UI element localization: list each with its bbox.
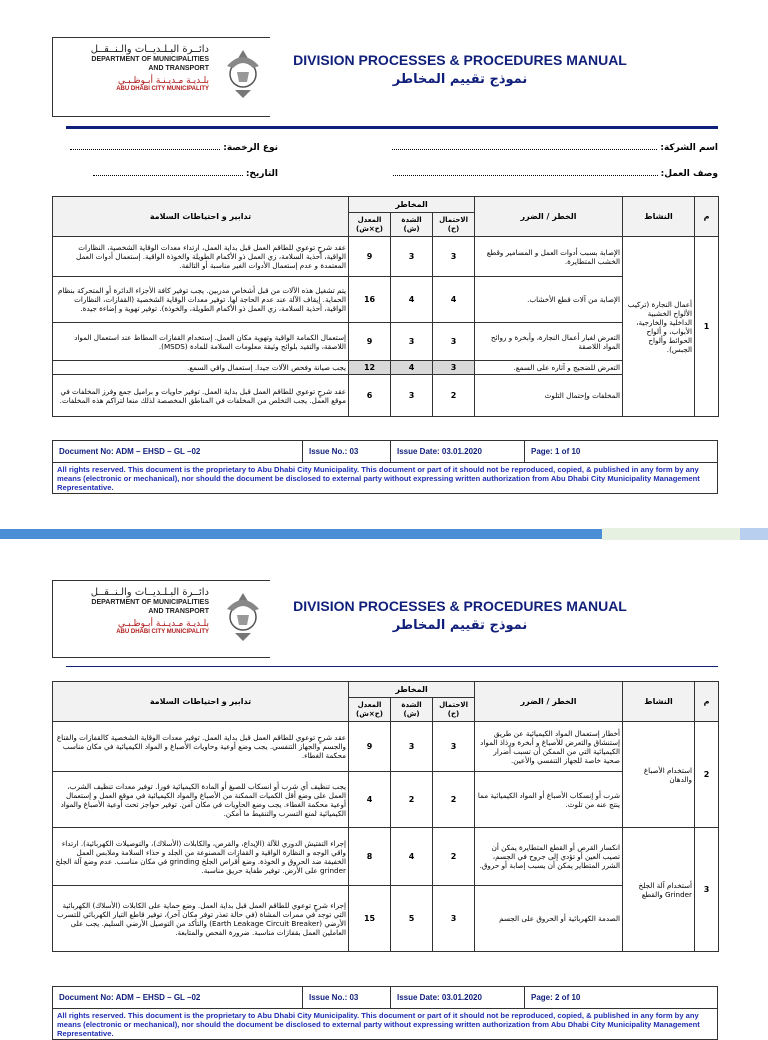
logo-dept-arabic: دائــرة البـلـديــات والـنــقــل	[90, 44, 209, 55]
rate-cell: 15	[349, 886, 391, 952]
license-field	[66, 143, 278, 153]
col-probability: الاحتمال (ح)	[433, 698, 475, 722]
license-blank	[70, 143, 220, 150]
rate-cell: 9	[349, 722, 391, 772]
risk-table-page-2	[52, 681, 719, 952]
col-controls: تدابير و احتياطات السلامة	[53, 682, 349, 722]
severity-cell: 3	[391, 722, 433, 772]
row-index: 3	[695, 828, 719, 952]
work-desc-blank	[393, 169, 658, 176]
work-desc-label: وصف العمل:	[660, 169, 718, 179]
severity-cell: 4	[391, 277, 433, 323]
severity-cell: 2	[391, 772, 433, 828]
activity-cell: أستخدام آلة الجلخ Grinder والقطع	[623, 828, 695, 952]
row-index: 1	[695, 237, 719, 417]
logo-dept-english-2: AND TRANSPORT	[148, 608, 209, 615]
activity-cell: أعمال النجارة (تركيب الألواح الخشبية الداخلية والخارجية، الأبواب، و ألواح الحوائط وألواح الجبس).	[623, 237, 695, 417]
logo-dept-english-1: DEPARTMENT OF MUNICIPALITIES	[91, 56, 209, 63]
controls-cell: عقد شرحٍ توعوي للطاقم العمل قبل بداية العمل. توفير حاويات و براميل جمع وفرز المخلفات في موقع العمل. يجب التخلص من المخلفات في المناطق المخصصة لذلك منعا لتراكم هذه المخلفات.	[53, 375, 349, 417]
col-severity: الشدة (ش)	[391, 213, 433, 237]
footer-issue-no: Issue No.: 03	[303, 441, 391, 462]
logo-dept-arabic: دائــرة البـلـديــات والـنــقــل	[90, 587, 209, 598]
col-risks: المخاطر	[349, 197, 475, 213]
form-title-arabic: نموذج تقييم المخاطر	[392, 72, 528, 87]
hazard-cell: التعرض للضجيج و آثاره على السمع.	[475, 361, 623, 375]
hazard-cell: الإصابة من آلات قطع الأخشاب.	[475, 277, 623, 323]
col-controls: تدابير و احتياطات السلامة	[53, 197, 349, 237]
footer-doc-no: Document No: ADM – EHSD – GL –02	[53, 441, 303, 462]
probability-cell: 3	[433, 361, 475, 375]
logo-city-english: ABU DHABI CITY MUNICIPALITY	[116, 86, 209, 92]
footer-rights-notice: All rights reserved. This document is the proprietary to Abu Dhabi City Municipality. This document or part of it should not be reproduced, copied, & published in any form by any means (electronic or mechanical), nor should the document be disclosed to external party without expressing written authorization from Abu Dhabi City Municipality Management Representative.	[57, 1011, 700, 1038]
company-field	[384, 143, 718, 153]
page-separator	[0, 522, 768, 546]
severity-cell: 5	[391, 886, 433, 952]
probability-cell: 2	[433, 375, 475, 417]
probability-cell: 3	[433, 886, 475, 952]
col-probability: الاحتمال (ح)	[433, 213, 475, 237]
probability-cell: 3	[433, 237, 475, 277]
work-desc-field	[384, 169, 718, 179]
rate-cell: 8	[349, 828, 391, 886]
footer-doc-no: Document No: ADM – EHSD – GL –02	[53, 987, 303, 1008]
col-risks: المخاطر	[349, 682, 475, 698]
controls-cell: عقد شرحٍ توعوي للطاقم العمل قبل بداية العمل. توفير معدات الوقاية الشخصية كالقفازات والقناع والجسم والجهاز التنفسي. يجب وضع أوعية وحاويات الأصباغ و المواد الكيميائية في مكان مناسب محكمة الغطاء.	[53, 722, 349, 772]
hazard-cell: أخطار إستعمال المواد الكيميائية عن طريق إستنشاق والتعرض للأصباغ و أبخرة ورذاذ المواد الكيميائية التي من الممكن أن تسبب أضرار صحية خاصة للجهاز التنفسي والأعين.	[475, 722, 623, 772]
col-rate: المعدل (ح×ش)	[349, 698, 391, 722]
footer-issue-date: Issue Date: 03.01.2020	[391, 441, 525, 462]
document-footer-1	[52, 440, 718, 494]
falcon-emblem-icon	[221, 46, 265, 100]
table-row	[53, 886, 719, 952]
date-blank	[93, 169, 243, 176]
col-activity: النشاط	[623, 682, 695, 722]
separator-tip	[740, 528, 768, 540]
license-label: نوع الرخصة:	[223, 143, 278, 153]
municipality-logo	[52, 37, 270, 117]
table-row	[53, 828, 719, 886]
risk-table-page-1	[52, 196, 719, 417]
header-rule	[66, 666, 718, 667]
rate-cell: 9	[349, 237, 391, 277]
logo-dept-english-1: DEPARTMENT OF MUNICIPALITIES	[91, 599, 209, 606]
table-row	[53, 375, 719, 417]
municipality-logo	[52, 580, 270, 658]
col-no: م	[695, 197, 719, 237]
probability-cell: 3	[433, 722, 475, 772]
hazard-cell: الصدمة الكهربائية أو الحروق على الجسم	[475, 886, 623, 952]
col-rate: المعدل (ح×ش)	[349, 213, 391, 237]
controls-cell: إجراء شرحٍ توعوي للطاقم العمل قبل بداية العمل. وضع حماية على الكابلات (الأسلاك) الكهربائية التي توجد في ممرات المشاة (في حالة تعذر توفر مكان آخر)، توفير قاطع التيار الكهربائي للتسرب الأرضي (Earth Leakage Circuit Breaker) والتأكد من التوصيل الأرضي السليم. يجب على العاملين العمل بقفازات مناسبة. ضرورة الفحص والمتابعة.	[53, 886, 349, 952]
date-label: التاريخ:	[245, 169, 278, 179]
logo-city-english: ABU DHABI CITY MUNICIPALITY	[116, 629, 209, 635]
table-row	[53, 361, 719, 375]
probability-cell: 4	[433, 277, 475, 323]
hazard-cell: التعرض لغبار أعمال النجارة، وأبخرة و روائح المواد اللاصقة	[475, 323, 623, 361]
rate-cell: 12	[349, 361, 391, 375]
controls-cell: إجراء التفتيش الدوري للآلة (الإيداع، والقرص، والكابلات (الأسلاك)، والتوصيلات الكهربائية). ارتداء واقي الوجه و النظارة الواقية و القفازات المصنوعة من الجلد و حذاء السلامة وملابس العمل الخفيفة ضد الحروق و الخوذة. وضع أقراص الجلخ grinding في مكان مناسب. عدم وضع آلة الجلخ grinder على الأرض. توفير طفاية حريق مناسبة.	[53, 828, 349, 886]
footer-issue-date: Issue Date: 03.01.2020	[391, 987, 525, 1008]
footer-issue-no: Issue No.: 03	[303, 987, 391, 1008]
controls-cell: إستعمال الكمامة الواقية وتهوية مكان العمل. إستخدام القفازات المطاط عند استعمال المواد اللاصقة، والتقيد بلوائح وثيقة معلومات السلامة للمادة (MSDS).	[53, 323, 349, 361]
col-activity: النشاط	[623, 197, 695, 237]
table-row	[53, 237, 719, 277]
col-severity: الشدة (ش)	[391, 698, 433, 722]
table-row	[53, 277, 719, 323]
probability-cell: 3	[433, 323, 475, 361]
controls-cell: يجب تنظيف أي شرب أو انسكاب للصبغ أو المادة الكيميائية فورا. توفير معدات تنظيف الشرب، العمل على وضع أقل الكميات الممكنة من الأصباغ والمواد الكيميائية في موقع العمل و إستعمال أوعية محكمة الغطاء. يجب وضع الحاويات في مكان آمن. توفير حواجز تحت أوعية الأصباغ والمواد الكيميائية لمنع التسرب والتنقيط ما أمكن.	[53, 772, 349, 828]
controls-cell: عقد شرحٍ توعوي للطاقم العمل قبل بداية العمل، ارتداء معدات الوقاية الشخصية، النظارات الواقية، أحذية السلامة، زي العمل ذو الأكمام الطويلة والخوذة الواقية. إستعمال أدوات العمل المعتمدة و عدم إستعمال الأدوات الغير مناسبة أو التالفة.	[53, 237, 349, 277]
activity-cell: استخدام الأصباغ والدهان	[623, 722, 695, 828]
controls-cell: يجب صيانة وفحص الآلات جيدا. إستعمال واقي السمع.	[53, 361, 349, 375]
rate-cell: 9	[349, 323, 391, 361]
manual-title: DIVISION PROCESSES & PROCEDURES MANUAL	[293, 52, 627, 68]
table-row	[53, 722, 719, 772]
table-row	[53, 323, 719, 361]
rate-cell: 4	[349, 772, 391, 828]
logo-city-arabic: بلـديـة مـديـنـة أبـوظـبـي	[118, 76, 209, 86]
table-row	[53, 772, 719, 828]
probability-cell: 2	[433, 828, 475, 886]
falcon-emblem-icon	[221, 589, 265, 643]
company-label: اسم الشركة:	[660, 143, 718, 153]
severity-cell: 4	[391, 361, 433, 375]
severity-cell: 3	[391, 237, 433, 277]
form-title-arabic: نموذج تقييم المخاطر	[392, 618, 528, 633]
footer-rights-notice: All rights reserved. This document is the proprietary to Abu Dhabi City Municipality. This document or part of it should not be reproduced, copied, & published in any form by any means (electronic or mechanical), nor should the document be disclosed to external party without expressing written authorization from Abu Dhabi City Municipality Management Representative.	[57, 465, 700, 492]
severity-cell: 4	[391, 828, 433, 886]
rate-cell: 16	[349, 277, 391, 323]
col-no: م	[695, 682, 719, 722]
probability-cell: 2	[433, 772, 475, 828]
hazard-cell: انكسار القرص أو القطع المتطايرة يمكن أن تصيب العين أو تؤدي إلى جروح في الجسم، الشرر المتطاير يمكن أن يسبب إصابة أو حروق.	[475, 828, 623, 886]
footer-page-number: Page: 1 of 10	[531, 447, 581, 456]
hazard-cell: شرب أو إنسكاب الأصباغ أو المواد الكيميائية مما ينتج عنه من تلوث.	[475, 772, 623, 828]
col-hazard: الخطر / الضرر	[475, 197, 623, 237]
hazard-cell: المخلفات وإحتمال التلوث	[475, 375, 623, 417]
controls-cell: يتم تشغيل هذه الآلات من قبل أشخاص مدربين. يجب توفير كافة الأجزاء الدائرة أو المتحركة بنظام الحماية. إيقاف الآلة عند عدم الحاجة لها. توفير معدات الوقاية الشخصية (القفازات، النظارات الواقية، أحذية السلامة، زي العمل ذو الأكمام الطويلة، والخوذة). توفير تهوية و إضاءة جيدة.	[53, 277, 349, 323]
footer-page-number: Page: 2 of 10	[531, 993, 581, 1002]
company-blank	[392, 143, 657, 150]
rate-cell: 6	[349, 375, 391, 417]
severity-cell: 3	[391, 323, 433, 361]
header-rule	[66, 126, 718, 129]
document-page-2	[0, 546, 768, 1038]
manual-title: DIVISION PROCESSES & PROCEDURES MANUAL	[293, 598, 627, 614]
date-field	[66, 169, 278, 179]
logo-city-arabic: بلـديـة مـديـنـة أبـوظـبـي	[118, 619, 209, 629]
hazard-cell: الإصابة بسبب أدوات العمل و المسامير وقطع الخشب المتطايرة.	[475, 237, 623, 277]
severity-cell: 3	[391, 375, 433, 417]
document-footer-2	[52, 986, 718, 1040]
row-index: 2	[695, 722, 719, 828]
logo-dept-english-2: AND TRANSPORT	[148, 65, 209, 72]
col-hazard: الخطر / الضرر	[475, 682, 623, 722]
